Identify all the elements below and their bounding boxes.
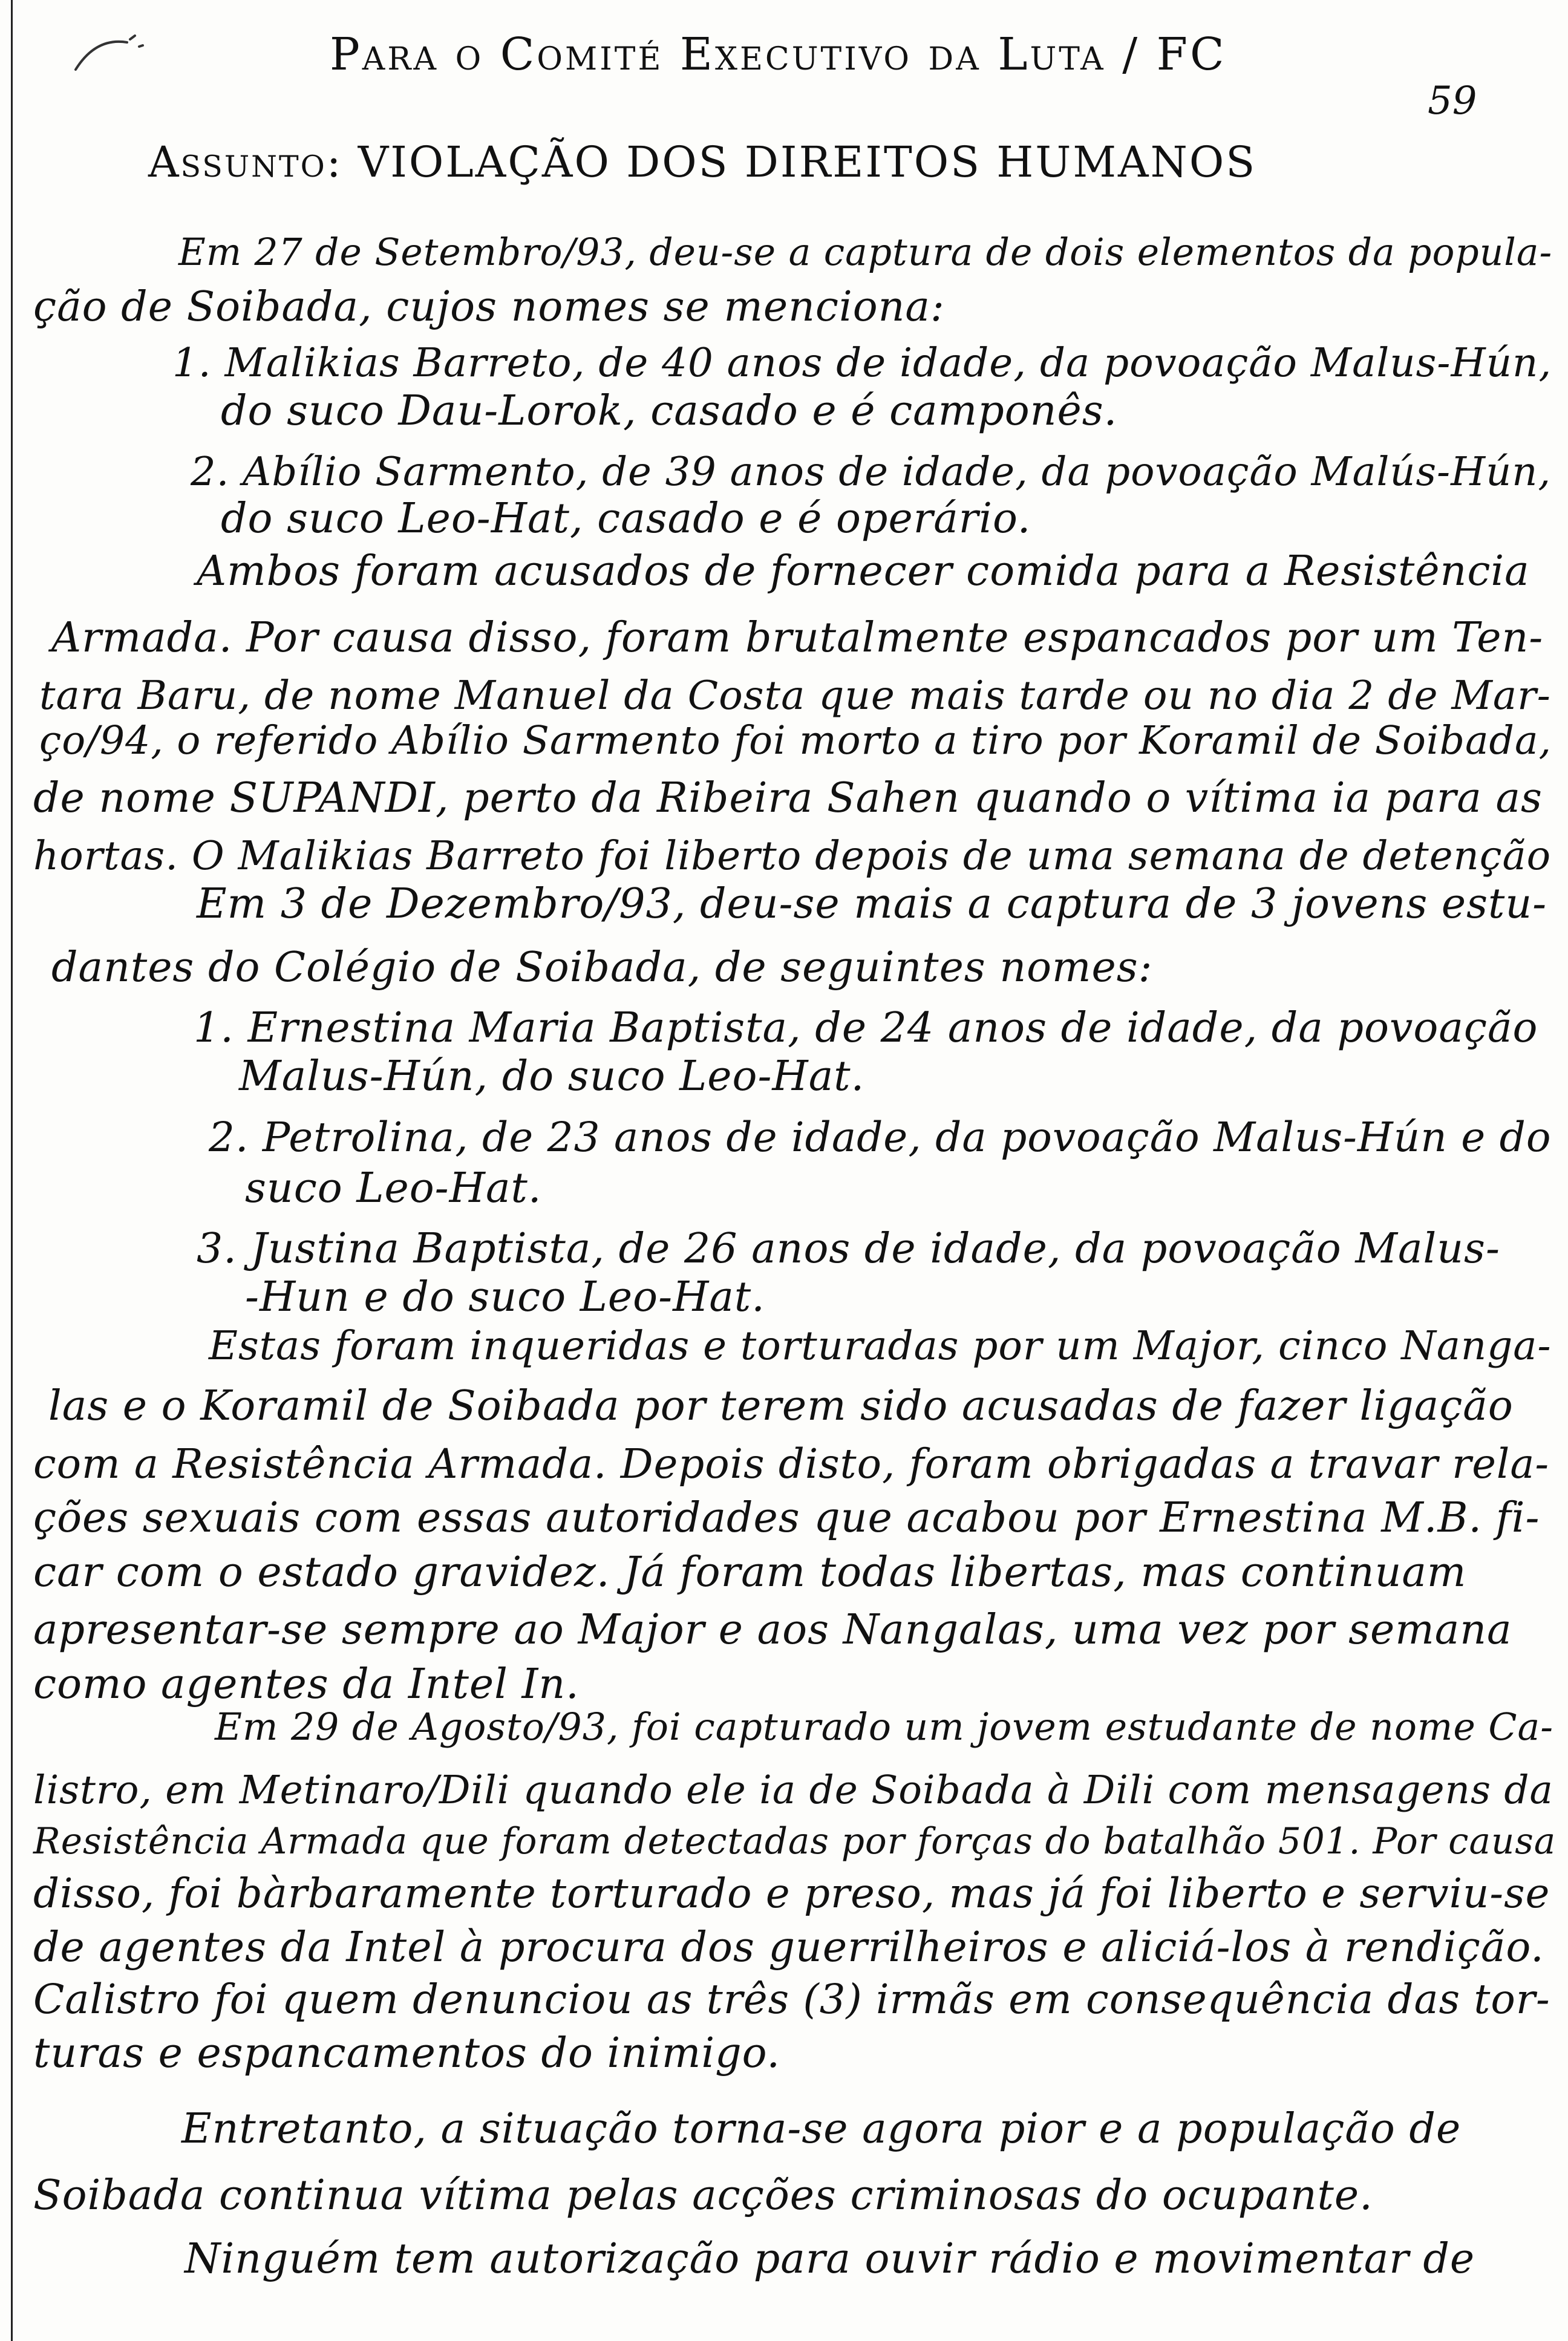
body-line: car com o estado gravidez. Já foram todas libertas, mas continuam [33,1549,1467,1596]
body-line: de nome SUPANDI, perto da Ribeira Sahen quando o vítima ia para as [33,774,1543,822]
body-line: listro, em Metinaro/Dili quando ele ia de Soibada à Dili com mensagens da [33,1768,1553,1813]
subject-label: Assunto: [148,137,343,187]
body-line: Soibada continua vítima pelas acções criminosas do ocupante. [33,2172,1373,2219]
body-line: Em 3 de Dezembro/93, deu-se mais a captura de 3 jovens estu- [197,880,1547,928]
body-line: Em 29 de Agosto/93, foi capturado um jovem estudante de nome Ca- [215,1705,1554,1749]
body-line: Calistro foi quem denunciou as três (3) irmãs em consequência das tor- [33,1976,1550,2023]
body-line: como agentes da Intel In. [33,1660,580,1708]
addressee-line: Para o Comité Executivo da Luta / FC [330,28,1227,80]
body-line: hortas. O Malikias Barreto foi liberto depois de uma semana de detenção [33,833,1552,879]
body-line: las e o Koramil de Soibada por terem sido acusadas de fazer ligação [48,1382,1514,1430]
list-item: 2. Abílio Sarmento, de 39 anos de idade, da povoação Malús-Hún, [191,449,1552,495]
list-item: 1. Ernestina Maria Baptista, de 24 anos de idade, da povoação [194,1004,1538,1052]
body-line: ço/94, o referido Abílio Sarmento foi morto a tiro por Koramil de Soibada, [39,718,1552,763]
list-item: 1. Malikias Barreto, de 40 anos de idade, da povoação Malus-Hún, [172,340,1552,386]
page-number: 59 [1428,79,1477,123]
subject-text: VIOLAÇÃO DOS DIREITOS HUMANOS [358,137,1257,187]
list-item-continuation: Malus-Hún, do suco Leo-Hat. [239,1053,865,1100]
body-line: Em 27 de Setembro/93, deu-se a captura de dois elementos da popula- [178,231,1553,274]
body-line: dantes do Colégio de Soibada, de seguintes nomes: [51,944,1153,991]
left-margin-line [11,0,13,2341]
body-line: tara Baru, de nome Manuel da Costa que mais tarde ou no dia 2 de Mar- [39,672,1551,719]
body-line: ção de Soibada, cujos nomes se menciona: [33,283,945,331]
body-line: de agentes da Intel à procura dos guerrilheiros e aliciá-los à rendição. [33,1924,1544,1971]
body-line: disso, foi bàrbaramente torturado e preso, mas já foi liberto e serviu-se [33,1870,1550,1917]
body-line: Entretanto, a situação torna-se agora pior e a população de [181,2105,1462,2153]
list-item: 2. Petrolina, de 23 anos de idade, da povoação Malus-Hún e do [209,1113,1552,1161]
body-line: ções sexuais com essas autoridades que acabou por Ernestina M.B. fi- [33,1494,1540,1542]
body-line: turas e espancamentos do inimigo. [33,2029,780,2077]
body-line: Armada. Por causa disso, foram brutalmente espancados por um Ten- [51,614,1544,662]
list-item-continuation: do suco Dau-Lorok, casado e é camponês. [221,387,1118,435]
corner-scribble-mark [73,33,151,76]
subject-line [148,138,1256,186]
list-item: 3. Justina Baptista, de 26 anos de idade, da povoação Malus- [197,1225,1500,1273]
body-line: Ambos foram acusados de fornecer comida para a Resistência [197,547,1530,595]
body-line: apresentar-se sempre ao Major e aos Nangalas, uma vez por semana [33,1606,1512,1654]
body-line: Ninguém tem autorização para ouvir rádio e movimentar de [185,2235,1475,2283]
list-item-continuation: -Hun e do suco Leo-Hat. [245,1273,765,1321]
list-item-continuation: do suco Leo-Hat, casado e é operário. [221,495,1031,543]
body-line: Resistência Armada que foram detectadas por forças do batalhão 501. Por causa [33,1821,1557,1863]
body-line: com a Resistência Armada. Depois disto, foram obrigadas a travar rela- [33,1440,1550,1487]
body-line: Estas foram inqueridas e torturadas por um Major, cinco Nanga- [209,1323,1552,1369]
list-item-continuation: suco Leo-Hat. [245,1164,542,1212]
